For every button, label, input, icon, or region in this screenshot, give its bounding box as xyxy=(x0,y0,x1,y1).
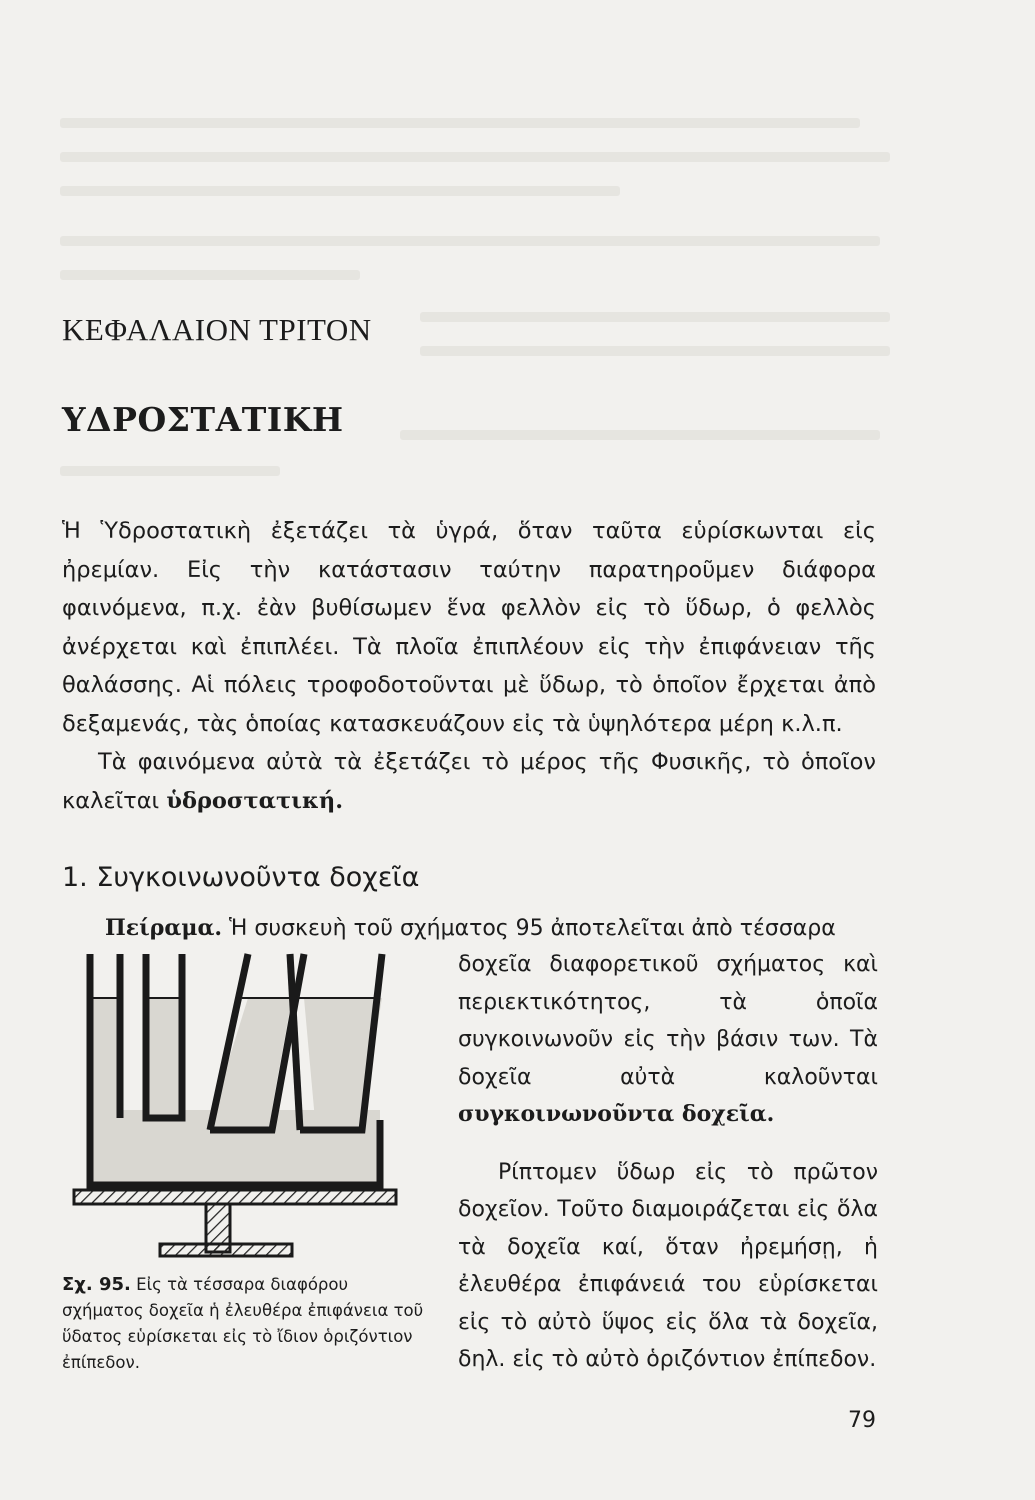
observation-paragraph: Ρίπτομεν ὕδωρ εἰς τὸ πρῶτον δοχεῖον. Τοῦτο διαμοιράζεται εἰς ὅλα τὰ δοχεῖα καί, ὅταν ἠρεμήσῃ, ἡ ἐλευθέρα ἐπιφάνειά του εὑρίσκεται εἰς τὸ αὐτὸ ὕψος εἰς ὅλα τὰ δοχεῖα, δηλ. εἰς τὸ αὐτὸ ὁριζόντιον ἐπίπεδον. xyxy=(458,1159,878,1372)
communicating-vessels-term: συγκοινωνοῦντα δοχεῖα. xyxy=(458,1101,775,1127)
hydrostatics-term: ὑδροστατική. xyxy=(166,787,344,814)
experiment-first-line-text: Ἡ συσκευὴ τοῦ σχήματος 95 ἀποτελεῖται ἀπὸ τέσσαρα xyxy=(222,916,836,941)
section-heading: 1. Συγκοινωνοῦντα δοχεῖα xyxy=(62,862,420,893)
experiment-rest-text: δοχεῖα διαφορετικοῦ σχήματος καὶ περιεκτικότητος, τὰ ὁποῖα συγκοινωνοῦν εἰς τὴν βάσιν των. Τὰ δοχεῖα αὐτὰ καλοῦνται xyxy=(458,952,878,1090)
intro-paragraph-1: Ἡ Ὑδροστατικὴ ἐξετάζει τὰ ὑγρά, ὅταν ταῦτα εὑρίσκωνται εἰς ἠρεμίαν. Εἰς τὴν κατάστασιν ταύτην παρατηροῦμεν διάφορα φαινόμενα, π.χ. ἐὰν βυθίσωμεν ἕνα φελλὸν εἰς τὸ ὕδωρ, ὁ φελλὸς ἀνέρχεται καὶ ἐπιπλέει. Τὰ πλοῖα ἐπιπλέουν εἰς τὴν ἐπιφάνειαν τῆς θαλάσσης. Αἱ πόλεις τροφοδοτοῦνται μὲ ὕδωρ, τὸ ὁποῖον ἔρχεται ἀπὸ δεξαμενάς, τὰς ὁποίας κατασκευάζουν εἰς τὰ ὑψηλότερα μέρη κ.λ.π. xyxy=(62,518,876,737)
intro-paragraph-2-text: Τὰ φαινόμενα αὐτὰ τὰ ἐξετάζει τὸ μέρος τῆς Φυσικῆς, τὸ ὁποῖον καλεῖται xyxy=(62,749,876,814)
chapter-heading: ΚΕΦΑΛΑΙΟΝ ΤΡΙΤΟΝ xyxy=(62,312,372,347)
page-number: 79 xyxy=(848,1408,876,1433)
experiment-label: Πείραμα. xyxy=(105,915,223,941)
chapter-title: ΥΔΡΟΣΤΑΤΙΚΗ xyxy=(62,400,344,439)
intro-text xyxy=(62,512,876,820)
figure-label: Σχ. 95. xyxy=(62,1274,131,1295)
communicating-vessels-figure xyxy=(60,940,440,1260)
experiment-paragraph xyxy=(458,946,878,1134)
figure-caption xyxy=(62,1272,434,1376)
base-plate xyxy=(74,1190,396,1204)
stand-foot xyxy=(160,1244,292,1256)
intro-paragraph-2 xyxy=(62,743,876,820)
experiment-text xyxy=(458,946,878,1401)
figure-caption-text: Εἰς τὰ τέσσαρα διαφόρου σχήματος δοχεῖα ἡ ἐλευθέρα ἐπιφάνεια τοῦ ὕδατος εὑρίσκεται εἰς τὸ ἴδιον ὁριζόντιον ἐπίπεδον. xyxy=(62,1275,424,1372)
